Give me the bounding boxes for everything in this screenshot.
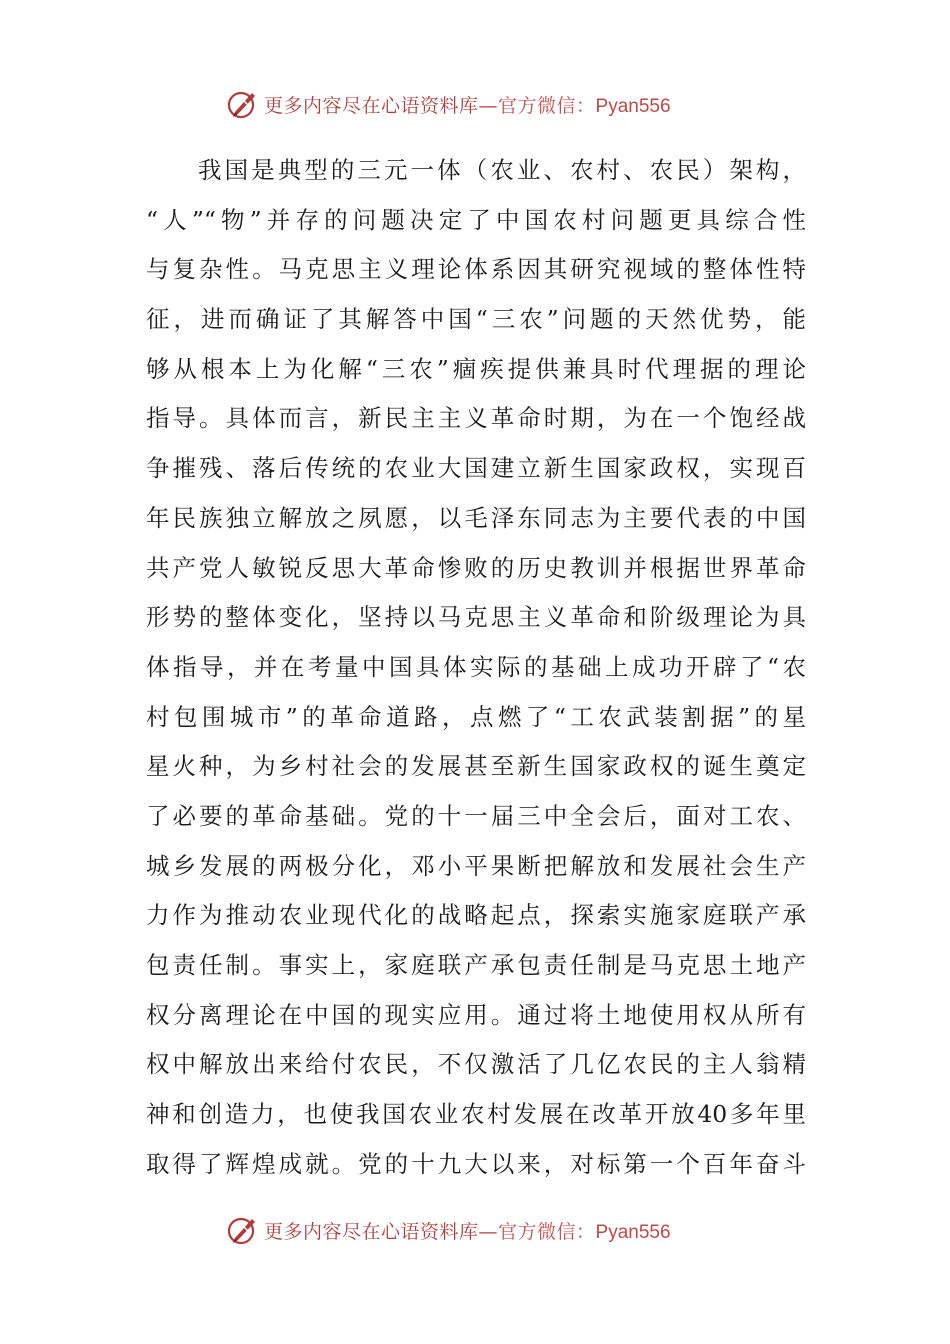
watermark-account: Pyan556	[595, 95, 671, 117]
text-line: 我国是典型的三元一体（农业、农村、农民）架构，	[198, 156, 806, 184]
text-line: 包责任制。事实上，家庭联产承包责任制是马克思土地产	[146, 951, 806, 979]
watermark-separator: —	[478, 94, 499, 117]
watermark-prefix: 更多内容尽在心语资料库	[264, 1220, 479, 1243]
text-line: 指导。具体而言，新民主主义革命时期，为在一个饱经战	[146, 404, 806, 433]
text-line: 城乡发展的两极分化，邓小平果断把解放和发展社会生产	[146, 851, 806, 880]
text-line: 征，进而确证了其解答中国“三农”问题的天然优势，能	[146, 305, 806, 334]
text-line: “人”“物”并存的问题决定了中国农村问题更具综合性	[146, 205, 806, 234]
text-line: 权分离理论在中国的现实应用。通过将土地使用权从所有	[146, 1000, 806, 1029]
body-paragraph	[146, 146, 806, 1189]
text-line: 形势的整体变化，坚持以马克思主义革命和阶级理论为具	[146, 603, 806, 632]
header-watermark	[226, 84, 726, 124]
watermark-label: 官方微信：	[498, 1220, 596, 1243]
footer-watermark	[226, 1210, 726, 1250]
watermark-label: 官方微信：	[498, 94, 596, 117]
text-line: 取得了辉煌成就。党的十九大以来，对标第一个百年奋斗	[146, 1149, 806, 1178]
watermark-account: Pyan556	[595, 1221, 671, 1243]
text-line: 神和创造力，也使我国农业农村发展在改革开放40多年里	[146, 1100, 806, 1129]
watermark-prefix: 更多内容尽在心语资料库	[264, 94, 479, 117]
text-line: 权中解放出来给付农民，不仅激活了几亿农民的主人翁精	[146, 1050, 806, 1079]
pen-logo-icon	[226, 1213, 260, 1247]
text-line: 与复杂性。马克思主义理论体系因其研究视域的整体性特	[146, 255, 806, 284]
pen-logo-icon	[226, 87, 260, 121]
text-line: 村包围城市”的革命道路，点燃了“工农武装割据”的星	[146, 702, 806, 731]
text-line: 够从根本上为化解“三农”痼疾提供兼具时代理据的理论	[146, 354, 806, 383]
text-line: 体指导，并在考量中国具体实际的基础上成功开辟了“农	[146, 652, 806, 681]
watermark-separator: —	[478, 1220, 499, 1243]
watermark-text	[264, 91, 671, 118]
text-line: 了必要的革命基础。党的十一届三中全会后，面对工农、	[146, 801, 806, 830]
text-line: 争摧残、落后传统的农业大国建立新生国家政权，实现百	[146, 454, 806, 483]
text-line: 共产党人敏锐反思大革命惨败的历史教训并根据世界革命	[146, 553, 806, 582]
text-line: 星火种，为乡村社会的发展甚至新生国家政权的诞生奠定	[146, 752, 806, 781]
watermark-text	[264, 1217, 671, 1244]
text-line: 力作为推动农业现代化的战略起点，探索实施家庭联产承	[146, 901, 806, 930]
text-line: 年民族独立解放之夙愿，以毛泽东同志为主要代表的中国	[146, 503, 806, 532]
